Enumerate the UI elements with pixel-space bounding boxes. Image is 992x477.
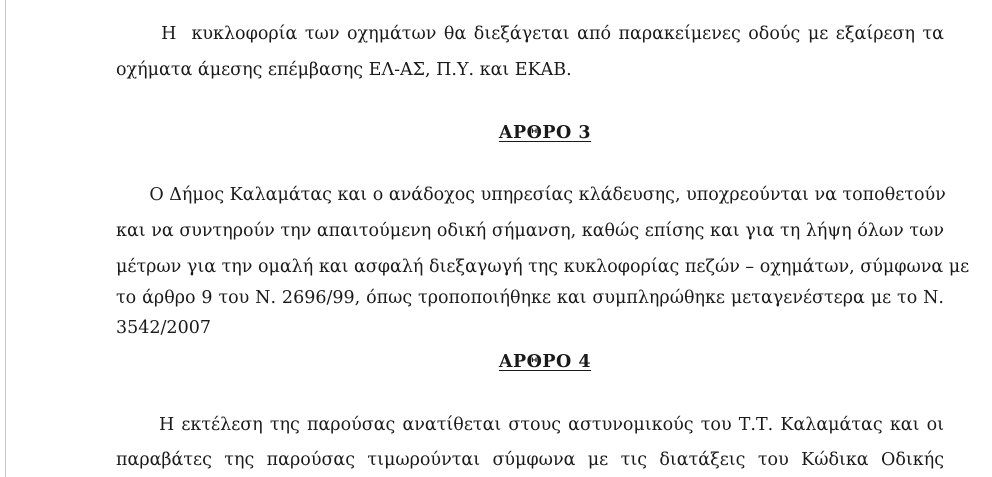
article-3-heading: ΑΡΘΡΟ 3 xyxy=(498,123,592,143)
paragraph-1-line-2: οχήματα άμεσης επέμβασης ΕΛ-ΑΣ, Π.Υ. και ΕΚΑΒ. xyxy=(116,60,572,80)
paragraph-2-line-4: το άρθρο 9 του Ν. 2696/99, όπως τροποποιήθηκε και συμπληρώθηκε μεταγενέστερα με το Ν. xyxy=(116,288,944,308)
paragraph-2-line-1: Ο Δήμος Καλαμάτας και ο ανάδοχος υπηρεσίας κλάδευσης, υποχρεούνται να τοποθετούν xyxy=(116,185,946,205)
paragraph-3-line-1: Η εκτέλεση της παρούσας ανατίθεται στους αστυνομικούς του Τ.Τ. Καλαμάτας και οι xyxy=(116,415,944,435)
paragraph-1-line-1: Η κυκλοφορία των οχημάτων θα διεξάγεται από παρακείμενες οδούς με εξαίρεση τα xyxy=(116,24,944,44)
page-margin-rule xyxy=(5,0,6,477)
article-4-heading: ΑΡΘΡΟ 4 xyxy=(498,352,592,372)
paragraph-2-line-3: μέτρων για την ομαλή και ασφαλή διεξαγωγή της κυκλοφορίας πεζών – οχημάτων, σύμφωνα με xyxy=(116,257,970,277)
paragraph-3-line-2: παραβάτες της παρούσας τιμωρούνται σύμφωνα με τις διατάξεις του Κώδικα Οδικής xyxy=(116,450,944,470)
paragraph-2-line-5: 3542/2007 xyxy=(116,318,211,338)
paragraph-2-line-2: και να συντηρούν την απαιτούμενη οδική σήμανση, καθώς επίσης και για τη λήψη όλων των xyxy=(116,221,944,241)
